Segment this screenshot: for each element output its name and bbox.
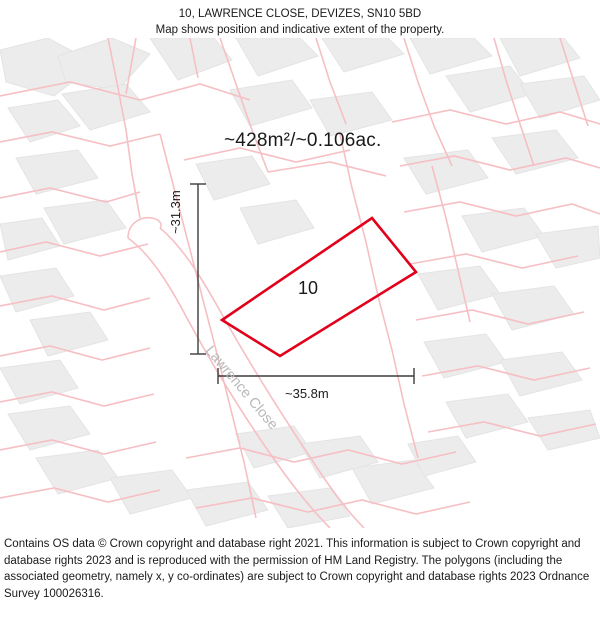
- area-label: ~428m²/~0.106ac.: [224, 130, 382, 151]
- page-header: [0, 0, 600, 38]
- page-title: 10, LAWRENCE CLOSE, DEVIZES, SN10 5BD: [178, 8, 422, 20]
- vertical-dimension-label: ~31.3m: [168, 190, 183, 234]
- street-name-label: Lawrence Close: [201, 343, 281, 433]
- plot-number-label: 10: [298, 278, 319, 298]
- horizontal-dimension-line: [218, 368, 414, 384]
- property-boundary-polygon[interactable]: [222, 218, 416, 356]
- page-subtitle: Map shows position and indicative extent of the property.: [155, 24, 445, 36]
- copyright-notice: Contains OS data © Crown copyright and database right 2021. This information is subject to Crown copyright and database rights 2023 and is reproduced with the permission of HM Land Registry. The polygons (including the associated geometry, namely x, y co-ordinates) are subject to Crown copyright and database rights 2023 Ordnance Survey 100026316.: [4, 538, 590, 600]
- horizontal-dimension-label: ~35.8m: [285, 386, 329, 401]
- map-canvas[interactable]: [0, 38, 600, 528]
